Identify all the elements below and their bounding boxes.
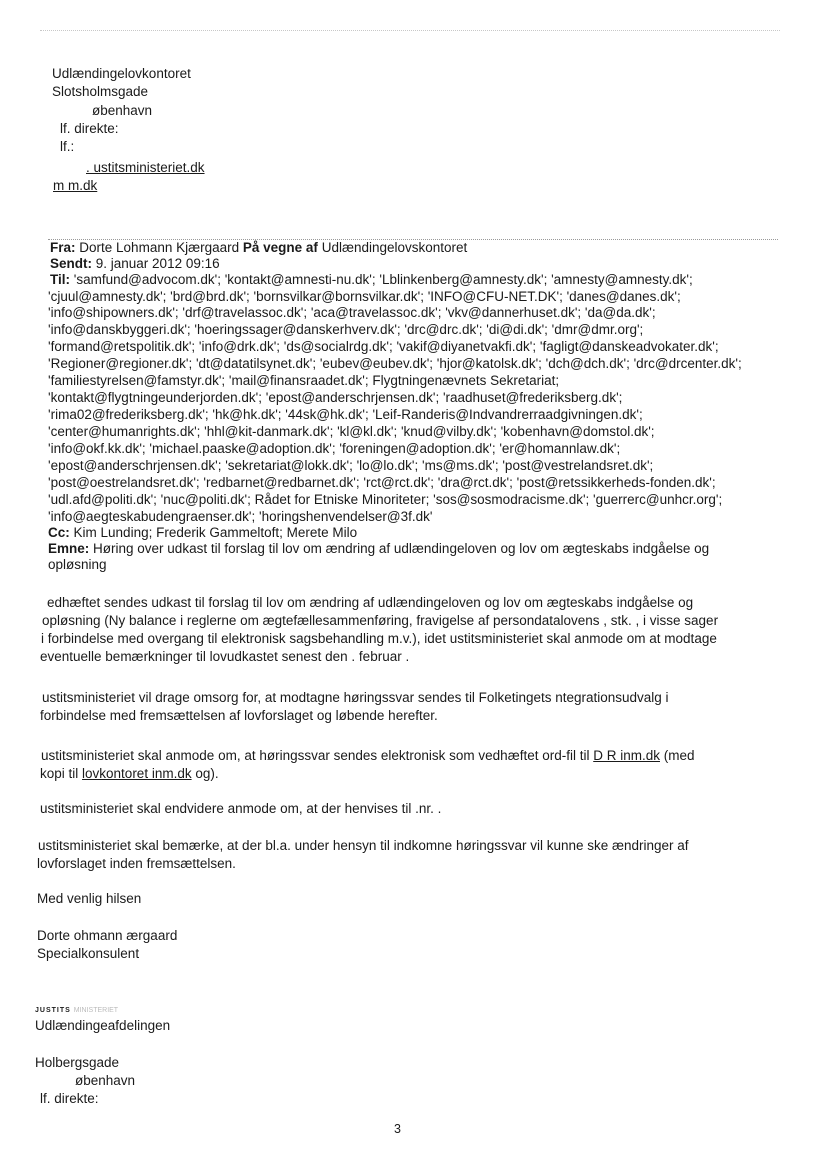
to-line: 'samfund@advocom.dk'; 'kontakt@amnesti-nu.dk'; 'Lblinkenberg@amnesty.dk'; 'amnesty@amnesty.dk'; <box>73 272 693 287</box>
to-line: 'cjuul@amnesty.dk'; 'brd@brd.dk'; 'bornsvilkar@bornsvilkar.dk'; 'INFO@CFU-NET.DK'; 'danes@danes.dk'; <box>48 289 681 304</box>
from-row <box>50 240 467 256</box>
body-line: ustitsministeriet vil drage omsorg for, at modtagne høringssvar sendes til Folketingets ntegrationsudvalg i <box>42 690 669 705</box>
to-line: 'center@humanrights.dk'; 'hhl@kit-danmark.dk'; 'kl@kl.dk'; 'knud@vilby.dk'; 'kobenhavn@domstol.dk'; <box>48 424 655 439</box>
body-line: eventuelle bemærkninger til lovudkastet senest den . februar . <box>40 649 410 664</box>
to-line: 'post@oestrelandsret.dk'; 'redbarnet@redbarnet.dk'; 'rct@rct.dk'; 'dra@rct.dk'; 'post@retssikkerheds-fonden.dk'; <box>48 475 716 490</box>
footer-phone: lf. direkte: <box>40 1091 99 1106</box>
header-phone-direct: lf. direkte: <box>60 121 119 136</box>
subject-text: Høring over udkast til forslag til lov om ændring af udlændingeloven og lov om ægteskabs indgåelse og <box>93 541 710 556</box>
cc-label: Cc: <box>48 525 70 540</box>
cc-recipients: Kim Lunding; Frederik Gammeltoft; Merete Milo <box>73 525 358 540</box>
to-line: 'formand@retspolitik.dk'; 'info@drk.dk'; 'ds@socialrdg.dk'; 'vakif@diyanetvakfi.dk'; 'fagligt@danskeadvokater.dk'; <box>48 339 719 354</box>
header-city: øbenhavn <box>92 103 153 118</box>
to-line: 'familiestyrelsen@famstyr.dk'; 'mail@finansraadet.dk'; Flygtningenævnets Sekretariat; <box>48 373 560 388</box>
body-text: kopi til <box>40 766 83 781</box>
to-line: 'info@aegteskabudengraenser.dk'; 'horingshenvendelser@3f.dk' <box>48 509 433 524</box>
closing: Med venlig hilsen <box>37 891 142 906</box>
body-line: forbindelse med fremsættelsen af lovforslaget og løbende herefter. <box>40 708 438 723</box>
body-line: ustitsministeriet skal endvidere anmode om, at der henvises til .nr. . <box>40 801 442 816</box>
to-line: 'info@okf.kk.dk'; 'michael.paaske@adoption.dk'; 'foreningen@adoption.dk'; 'er@homannlaw.dk'; <box>48 441 621 456</box>
to-row <box>50 272 693 288</box>
from-name: Dorte Lohmann Kjærgaard <box>79 240 240 255</box>
body-line <box>40 766 219 782</box>
body-text: (med <box>659 748 695 763</box>
sent-label: Sendt: <box>50 256 92 271</box>
subject-row <box>48 541 709 557</box>
to-line: 'epost@anderschrjensen.dk'; 'sekretariat@lokk.dk'; 'lo@lo.dk'; 'ms@ms.dk'; 'post@vestrelandsret.dk'; <box>48 458 654 473</box>
body-line: lovforslaget inden fremsættelsen. <box>37 856 236 871</box>
sent-row <box>50 256 220 272</box>
header-phone: lf.: <box>60 139 75 154</box>
body-line: edhæftet sendes udkast til forslag til lov om ændring af udlændingeloven og lov om ægteskabs indgåelse og <box>47 595 694 610</box>
subject-label: Emne: <box>48 541 90 556</box>
to-line: 'info@shipowners.dk'; 'drf@travelassoc.dk'; 'aca@travelassoc.dk'; 'vkv@dannerhuset.dk'; 'da@da.dk'; <box>48 305 656 320</box>
body-line <box>41 748 695 764</box>
on-behalf-of: Udlændingelovskontoret <box>321 240 468 255</box>
to-line: 'Regioner@regioner.dk'; 'dt@datatilsynet.dk'; 'eubev@eubev.dk'; 'hjor@katolsk.dk'; 'dch@dch.dk'; 'drc@drcenter.dk'; <box>48 356 742 371</box>
header-web-link[interactable]: m m.dk <box>53 178 98 193</box>
footer-street: Holbergsgade <box>35 1055 120 1070</box>
header-office: Udlændingelovkontoret <box>52 66 191 81</box>
stamp-text-faint: MINISTERIET <box>73 1007 119 1014</box>
body-line: opløsning (Ny balance i reglerne om ægtefællesammenføring, fravigelse af persondatalovens , stk. , i visse sager <box>42 613 719 628</box>
email-link-lovkontoret[interactable]: lovkontoret inm.dk <box>82 766 192 781</box>
footer-dept: Udlændingeafdelingen <box>35 1018 171 1033</box>
footer-city: øbenhavn <box>75 1073 136 1088</box>
header-email-link[interactable]: . ustitsministeriet.dk <box>86 160 205 175</box>
body-text: ustitsministeriet skal anmode om, at høringssvar sendes elektronisk som vedhæftet ord-fil til <box>41 748 594 763</box>
header-street: Slotsholmsgade <box>52 84 149 99</box>
to-label: Til: <box>50 272 70 287</box>
email-link-ministry[interactable]: D R inm.dk <box>593 748 660 763</box>
to-line: 'rima02@frederiksberg.dk'; 'hk@hk.dk'; '44sk@hk.dk'; 'Leif-Randeris@Indvandrerraadgivningen.dk'; <box>48 407 643 422</box>
page-number: 3 <box>394 1122 401 1136</box>
to-line: 'udl.afd@politi.dk'; 'nuc@politi.dk'; Rådet for Etniske Minoriteter; 'sos@sosmodracisme.dk'; 'guerrerc@unhcr.org'; <box>48 492 723 507</box>
to-line: 'kontakt@flygtningeunderjorden.dk'; 'epost@anderschrjensen.dk'; 'raadhuset@frederiksberg.dk'; <box>48 390 623 405</box>
scan-artifact-line <box>40 30 780 31</box>
to-line: 'info@danskbyggeri.dk'; 'hoeringssager@danskerhverv.dk'; 'drc@drc.dk'; 'di@di.dk'; 'dmr@dmr.org'; <box>48 322 644 337</box>
body-text: og). <box>191 766 219 781</box>
sent-date: 9. januar 2012 09:16 <box>95 256 220 271</box>
body-line: i forbindelse med overgang til elektronisk sagsbehandling m.v.), idet ustitsministeriet skal anmode om at modtage <box>41 631 717 646</box>
signature-name: Dorte ohmann ærgaard <box>37 928 178 943</box>
cc-row <box>48 525 357 541</box>
on-behalf-label: På vegne af <box>242 240 318 255</box>
from-label: Fra: <box>50 240 76 255</box>
ministry-stamp <box>35 1007 118 1014</box>
subject-text-cont: opløsning <box>48 557 107 572</box>
stamp-text: JUSTITS <box>35 1007 71 1014</box>
body-line: ustitsministeriet skal bemærke, at der bl.a. under hensyn til indkomne høringssvar vil kunne ske ændringer af <box>38 838 689 853</box>
signature-title: Specialkonsulent <box>37 946 140 961</box>
